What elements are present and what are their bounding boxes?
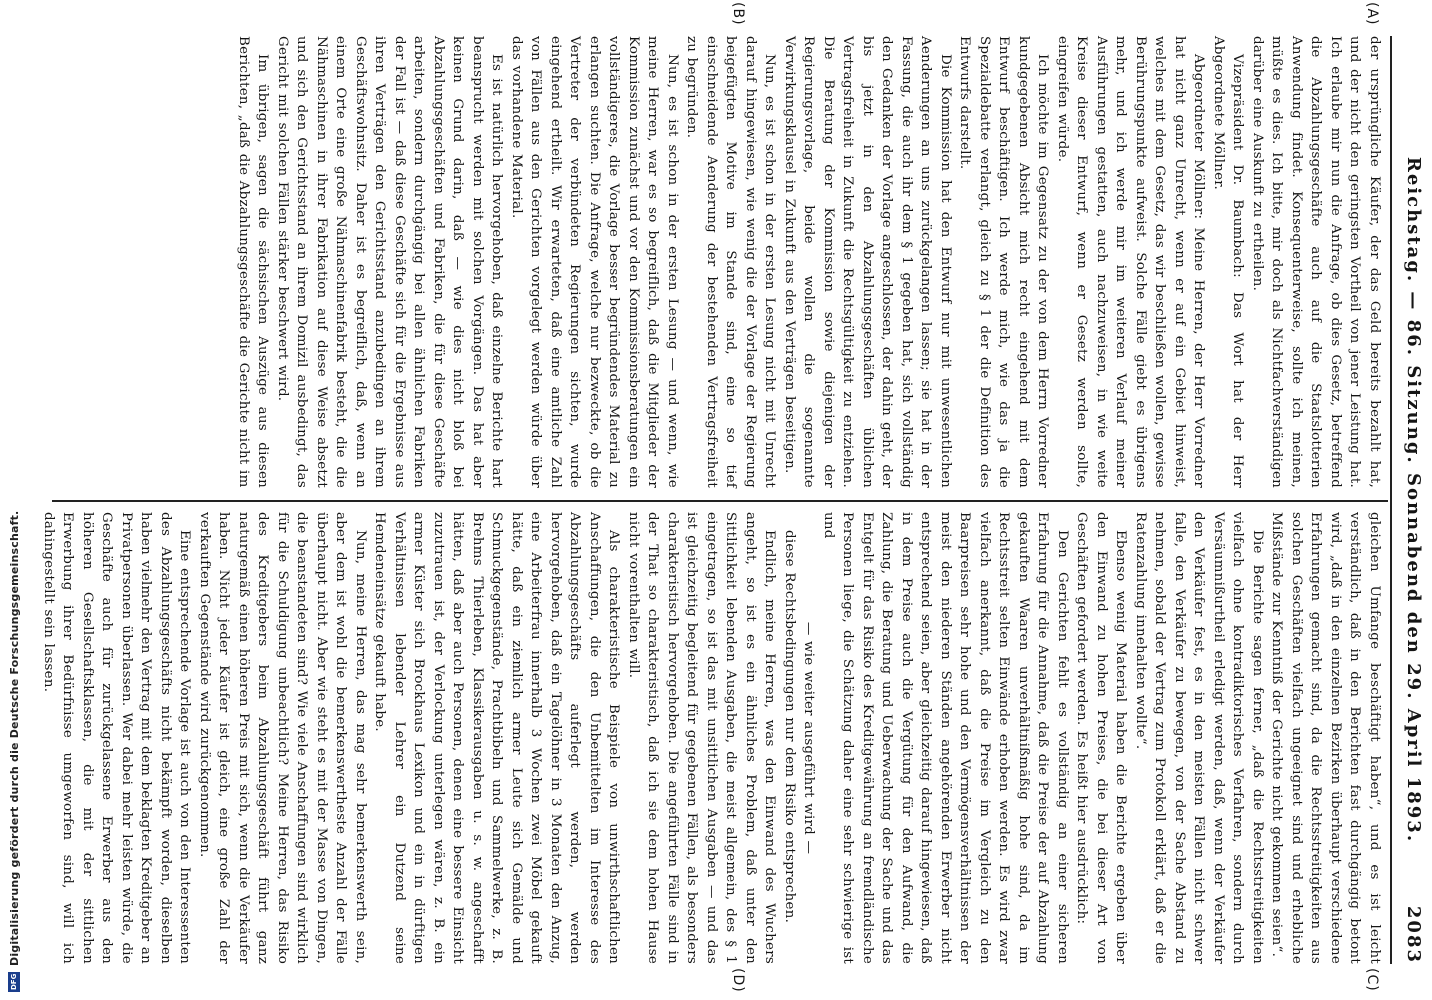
paragraph: Den Gerichten fehlt es vollständig an einer sicheren Erfahrung für die Annahme, daß die Preise der auf Abzahlung gekauften Waaren unverhältnißmäßig hohe sind, da im Rechtsstreit selten Einwände erhoben werden. Es wird zwar vielfach anerkannt, daß die Preise im Vergleich zu den Baarpreisen sehr hohe und den Vermögensverhältnissen der meist den niederen Ständen angehörenden Erwerber nicht entsprechend seien, aber gleichzeitig darauf hingewiesen, daß in dem Preise auch die Vergütung für den Aufwand, die Zahlung, die Beratung und Ueberwachung der Sache und das Entgelt für das Risiko des Kreditgewährung an fremdländische Personen liege, die Schätzung daher eine sehr schwierige ist und [821,512,1070,964]
digitization-note: Digitalisierung gefördert durch die Deutsche Forschungsgemeinschaft. [8,510,21,966]
page-header [1396,36,1428,964]
margin-marker-d: (D) [730,968,746,993]
margin-marker-a: (A) [1364,2,1380,26]
paragraph: diese Rechtsbedingungen nur dem Risiko entsprechen. [782,530,797,924]
paragraph: Die Kommission hat den Entwurf nur mit unwesentlichen Aenderungen an uns zurückgelangen lassen; sie hat in der Fassung, die auch ihr dem § 1 gegeben hat, sich vollständig den Gedanken der Vorlage angeschlossen, der dahin geht, der bis jetzt in den Abzahlungsgeschäften üblichen Vertragsfreiheit in Zukunft die Rechtsgültigkeit zu entziehen. Die Beratung der Kommission sowie diejenigen der Regierungsvorlage, beide wollen die sogenannte Verwirkungsklausel in Zukunft aus den Verträgen beseitigen. [782,36,953,488]
paragraph: Als charakteristische Beispiele von unwirthschaftlichen Anschaffungen, die den Unbemittelten im Interesse des Abzahlungsgeschäfts auferlegt werden, werden hervorgehoben, daß ein Tagelöhner in 3 Monaten den Anzug, eine Arbeiterfrau innerhalb 3 Wochen zwei Möbel gekauft hätte, daß ein ziemlich armer Leute sich Gemälde und Schmuckgegenstände, Prachtbibeln und Sammelwerke, z. B. Brehms Thierleben, Klassikerausgaben u. s. w. angeschafft hätten, daß aber auch Personen, denen eine bessere Einsicht zuzutrauen ist, der Verlockung unterlegen wären, z. B. ein armer Küster sich Brockhaus Lexikon und ein in dürftigen Verhältnissen lebender Lehrer ein Dutzend seine Hemdeneinsätze gekauft habe. [372,512,622,964]
right-column [41,512,1384,964]
paragraph: Vizepräsident Dr. Baumbach: Das Wort hat der Herr Abgeordnete Möllner. [1211,36,1246,488]
paragraph: Im übrigen, sagen die sächsischen Auszüge aus diesen Berichten, „daß die Abzahlungsgeschäfte die Gerichte nicht im [236,36,271,488]
paragraph: — wie weiter ausgeführt wird — [801,621,817,855]
digitization-footer [4,0,64,998]
paragraph: Eine entsprechende Vorlage ist auch von den Interessenten des Abzahlungsgeschäfts nicht bekämpft worden, dieselben haben vielmehr den Vertrag mit dem beklagten Kreditgeber an Privatpersonen überlassen. Wer dabei mehr leisten würde, die Geschäfte auch für zurückgelassene Erwerber aus den höheren Gesellschaftsklassen, die mit der sittlichen Erwerbung ihrer Bedürfnisse umgeworfen sind, will ich dahingestellt sein lassen. [41,512,193,964]
column-divider [52,500,1388,502]
paragraph: der ursprüngliche Käufer, der das Geld bereits bezahlt hat, und der nicht den geringsten Vortheil von jener Leistung hat. Ich erlaube mir nun die Anfrage, ob dies Gesetz, betreffend die Abzahlungsgeschäfte auch auf die Staatslotterien Anwendung findet. Konsequenterweise, sollte ich meinen, müßte es dies. Ich bitte, mir doch als Nichtfachverständigen darüber eine Auskunft zu ertheilen. [1250,36,1382,488]
paragraph: Ebenso wenig Material haben die Berichte ergeben über den Einwand zu hohen Preises, die bei dieser Art von Geschäften gefordert werden. Es heißt hier ausdrücklich: [1074,512,1129,964]
margin-marker-b: (B) [730,2,746,26]
paragraph: Es ist natürlich hervorgehoben, daß einzelne Berichte hart beansprucht werden mit solchen Vorgängen. Das hat aber keinen Grund darin, daß — wie dies nicht bloß bei Abzahlungsgeschäften und Fabriken, die für diese Geschäfte arbeiten, sondern durchgängig bei allen ähnlichen Fabriken der Fall ist — daß diese Geschäfte sich für die Ergebnisse aus ihren Verträgen den Gerichtsstand anzubedingen an ihrem Geschäftswohnsitz. Daher ist es begreiflich, daß, wenn an einem Orte eine große Nähmaschinenfabrik besteht, die die Nähmaschinen in ihrer Fabrikation auf diese Weise absetzt und sich den Gerichtsstand an ihrem Domizil ausbedingt, das Gericht mit solchen Fällen stärker beschwert wird. [275,36,505,488]
paragraph: Abgeordneter Möllner: Meine Herren, der Herr Vorredner hat nicht ganz Unrecht, wenn er auf ein Gebiet hinweist, welches mit dem Gesetz, das wir beschließen wollen, gewisse Berührungspunkte aufweist. Solche Fälle giebt es übrigens mehr, und ich werde mir im weiteren Verlauf meiner Ausführungen gestatten, auch nachzuweisen, in wie weite Kreise dieser Entwurf, wenn er Gesetz werden sollte, eingreifen würde. [1055,36,1207,488]
paragraph: Nun, meine Herren, das mag sehr bemerkenswerth sein, aber dem ist wohl die bemerkenswertheste Anzahl der Fälle überhaupt nicht. Aber wie steht es mit der Masse von Dingen, die beanstandeten sind? Wie viele Anschaffungen sind wirklich für die Schuldigung unbeachtlich? Meine Herren, das Risiko des Kreditgebers beim Abzahlungsgeschäft führt ganz naturgemäß einen höheren Preis mit sich, wenn die Verkäufer haben. Nicht jeder Käufer ist gleich, eine große Zahl der verkauften Gegenstände wird zurückgenommen. [197,512,368,964]
paragraph: Nun, es ist schon in der ersten Lesung nicht mit Unrecht darauf hingewiesen, wie wenig die der Vorlage der Regierung beigefügten Motive im Stande sind, eine so tief einschneidende Aenderung der bestehenden Vertragsfreiheit zu begründen. [684,36,778,488]
header-rule [1390,36,1392,964]
paragraph: Nun, es ist schon in der ersten Lesung — und wenn, wie meine Herren, war es so begreiflich, daß die Mitglieder der Kommission zunächst und vor den Kommissionsberatungen ein vollständigeres, die Vorlage besser begründendes Material zu erlangen suchten. Die Anfrage, welche nur bezweckte, ob die Vertreter der verbündeten Regierungen sichten, wurde eingehend ertheilt. Wir erwarteten, daß eine amtliche Zahl von Fällen aus den Gerichten vorgelegt werden würde über das vorhandene Material. [509,36,680,488]
paragraph: Ich möchte im Gegensatz zu der von dem Herrn Vorredner kundgegebenen Absicht mich recht eingehend mit dem Entwurf beschäftigen. Ich werde mich, wie das ja die Spezialdebatte verlangt, gleich zu § 1 der die Definition des Entwurfs darstellt. [957,36,1051,488]
paragraph: gleichen Umfange beschäftigt haben“, und es ist leicht verständlich, daß in den Berichten fast durchgängig betont wird, „daß in den einzelnen Bezirken überhaupt verschiedene Erfahrungen gemacht sind, da die Rechtsstreitigkeiten aus solchen Geschäften vielfach ungeeignet sind und erhebliche Mißstände zur Kenntniß der Gerichte nicht gekommen seien“. [1269,512,1382,964]
dfg-logo: DFG [10,973,18,991]
running-title: Reichstag. — 86. Sitzung. Sonnabend den 29. April 1893. [1403,156,1424,844]
paragraph: Endlich, meine Herren, was den Einwand des Wuchers angeht, so ist es ein ähnliches Problem, daß unter den Sittlichkeit lebenden Ausgaben, die meist allgemein, des § 1 eingetragen, so ist das mit unsittlichen Ausgaben — und das ist gleichzeitig begleitend für gegebenen Fällen, als besonders charakteristisch hervorgehoben. Die angeführten Fälle sind in der That so charakteristisch, daß ich sie dem hohen Hause nicht vorenthalten will. [626,512,778,964]
margin-marker-c: (C) [1364,968,1380,992]
left-column [54,36,1384,488]
paragraph: Die Berichte sagen ferner, „daß die Rechtsstreitigkeiten vielfach ohne kontradiktorisches Verfahren, sondern durch Versäumnißurtheil erledigt werden, daß, wenn der Verkäufer den Verkäufer fest, es in den meisten Fällen nicht schwer falle, den Verkäufer zu bewegen, von der Sache Abstand zu nehmen, sobald der Vertrag zum Protokoll erklärt, daß er die Ratenzahlung innehalten wollte“. [1133,512,1265,964]
page-number: 2083 [1403,905,1424,964]
rotated-page [42,0,1432,1000]
